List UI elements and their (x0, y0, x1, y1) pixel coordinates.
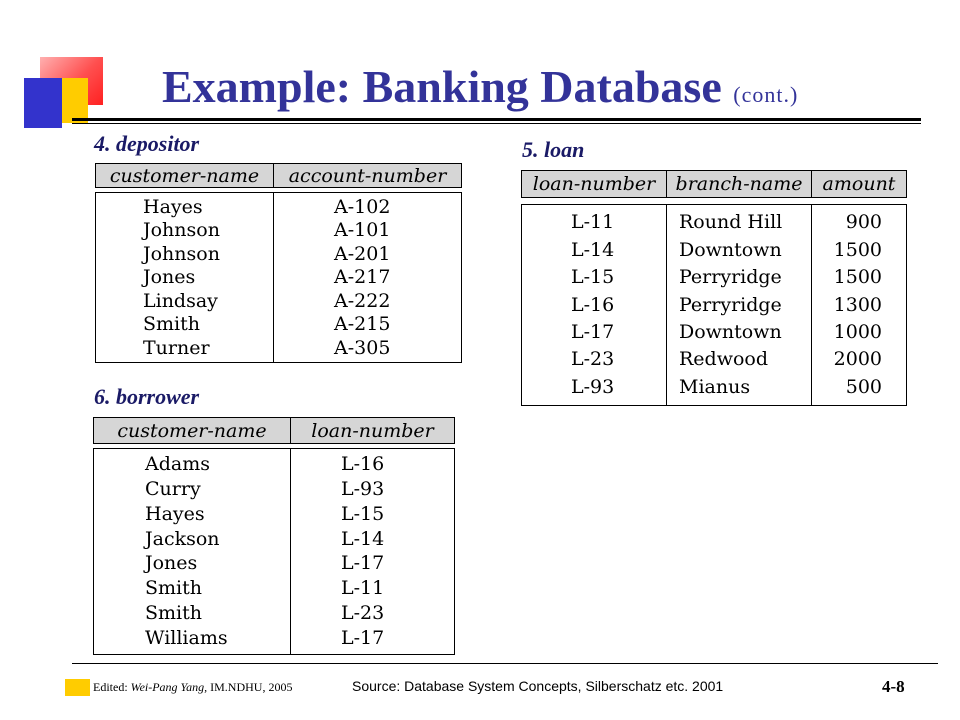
loan-column-loan-number (522, 205, 666, 405)
loan-cell-loan-number: L-11 (571, 211, 615, 234)
footer-rule (72, 663, 938, 664)
depositor-header-customer-name: customer-name (109, 164, 260, 187)
loan-cell-loan-number: L-23 (571, 348, 615, 371)
borrower-cell-customer-name: Curry (145, 477, 201, 500)
borrower-table-body (93, 448, 455, 655)
borrower-cell-customer-name: Adams (145, 452, 210, 475)
depositor-cell-account-number: A-201 (334, 242, 391, 265)
depositor-header-account-number: account-number (273, 164, 461, 187)
borrower-header (93, 417, 455, 444)
loan-cell-amount: 1500 (833, 238, 882, 261)
loan-cell-loan-number: L-93 (571, 375, 615, 398)
footer-source: Source: Database System Concepts, Silberschatz etc. 2001 (352, 678, 724, 694)
depositor-cell-customer-name: Smith (143, 313, 200, 335)
borrower-cell-customer-name: Williams (145, 627, 228, 649)
borrower-cell-loan-number: L-93 (341, 477, 385, 500)
loan-cell-branch-name: Round Hill (679, 211, 783, 234)
depositor-column-account-number (273, 193, 461, 362)
title-rule-thin (72, 123, 921, 124)
loan-cell-amount: 900 (845, 211, 882, 234)
footer-yellow-square (65, 679, 90, 696)
loan-header-amount: amount (811, 171, 906, 197)
borrower-cell-loan-number: L-15 (341, 502, 385, 525)
footer-edited-label: Edited: (93, 680, 131, 694)
borrower-cell-loan-number: L-17 (341, 552, 385, 575)
borrower-cell-customer-name: Smith (145, 602, 202, 625)
loan-cell-amount: 1500 (833, 266, 882, 289)
loan-cell-loan-number: L-15 (571, 266, 615, 289)
borrower-cell-customer-name: Hayes (145, 502, 205, 525)
depositor-cell-account-number: A-102 (334, 195, 391, 218)
depositor-cell-customer-name: Turner (143, 336, 210, 359)
loan-cell-loan-number: L-14 (571, 238, 615, 261)
loan-cell-branch-name: Perryridge (679, 293, 782, 316)
depositor-cell-account-number: A-217 (334, 266, 391, 288)
loan-column-branch-name (666, 205, 811, 405)
loan-cell-loan-number: L-16 (571, 293, 615, 316)
loan-cell-amount: 2000 (833, 348, 882, 371)
loan-header-loan-number: loan-number (532, 173, 656, 195)
slide-title-suffix: (cont.) (733, 82, 799, 107)
borrower-cell-loan-number: L-23 (341, 602, 385, 625)
borrower-header-customer-name: customer-name (117, 419, 267, 442)
loan-cell-branch-name: Downtown (679, 320, 782, 343)
depositor-cell-customer-name: Hayes (143, 195, 203, 218)
depositor-header (95, 163, 462, 188)
depositor-cell-customer-name: Johnson (143, 242, 220, 265)
depositor-cell-account-number: A-305 (334, 336, 391, 359)
depositor-cell-account-number: A-222 (334, 289, 391, 312)
footer-edited-by: Wei-Pang Yang, (130, 680, 208, 694)
footer-edited-org: IM.NDHU, 2005 (207, 680, 293, 694)
borrower-cell-customer-name: Jackson (145, 527, 220, 550)
borrower-column-customer-name (94, 449, 290, 654)
title-rule-thick (72, 118, 921, 121)
borrower-header-loan-number: loan-number (290, 418, 454, 443)
page-number: 4-8 (882, 677, 905, 696)
depositor-column-customer-name (96, 193, 273, 362)
depositor-table-body (95, 192, 462, 363)
borrower-cell-loan-number: L-17 (341, 627, 385, 649)
loan-cell-amount: 1000 (833, 320, 882, 343)
logo-blue-square (24, 78, 62, 128)
borrower-cell-loan-number: L-11 (341, 577, 385, 600)
loan-cell-amount: 1300 (833, 293, 882, 316)
depositor-cell-customer-name: Johnson (143, 219, 220, 241)
loan-cell-branch-name: Perryridge (679, 266, 782, 289)
loan-header (521, 170, 907, 198)
borrower-heading: 6. borrower (94, 384, 200, 409)
loan-column-amount (811, 205, 906, 405)
borrower-column-loan-number (290, 449, 454, 654)
loan-cell-amount: 500 (845, 375, 882, 398)
slide-title (162, 62, 798, 113)
loan-cell-branch-name: Redwood (679, 348, 769, 371)
depositor-cell-customer-name: Lindsay (143, 289, 218, 312)
loan-cell-branch-name: Downtown (679, 238, 782, 261)
borrower-cell-loan-number: L-16 (341, 452, 385, 475)
slide-title-text: Example: Banking Database (162, 61, 722, 112)
depositor-cell-account-number: A-101 (334, 219, 391, 241)
loan-heading: 5. loan (522, 137, 585, 162)
borrower-cell-customer-name: Jones (145, 552, 198, 575)
footer-edited (93, 680, 292, 695)
depositor-heading: 4. depositor (94, 131, 200, 156)
loan-cell-branch-name: Mianus (679, 375, 751, 398)
loan-header-branch-name: branch-name (666, 171, 811, 197)
loan-cell-loan-number: L-17 (571, 320, 615, 343)
depositor-cell-account-number: A-215 (334, 313, 391, 335)
depositor-cell-customer-name: Jones (143, 266, 196, 288)
borrower-cell-customer-name: Smith (145, 577, 202, 600)
borrower-cell-loan-number: L-14 (341, 527, 385, 550)
loan-table-body (521, 204, 907, 406)
